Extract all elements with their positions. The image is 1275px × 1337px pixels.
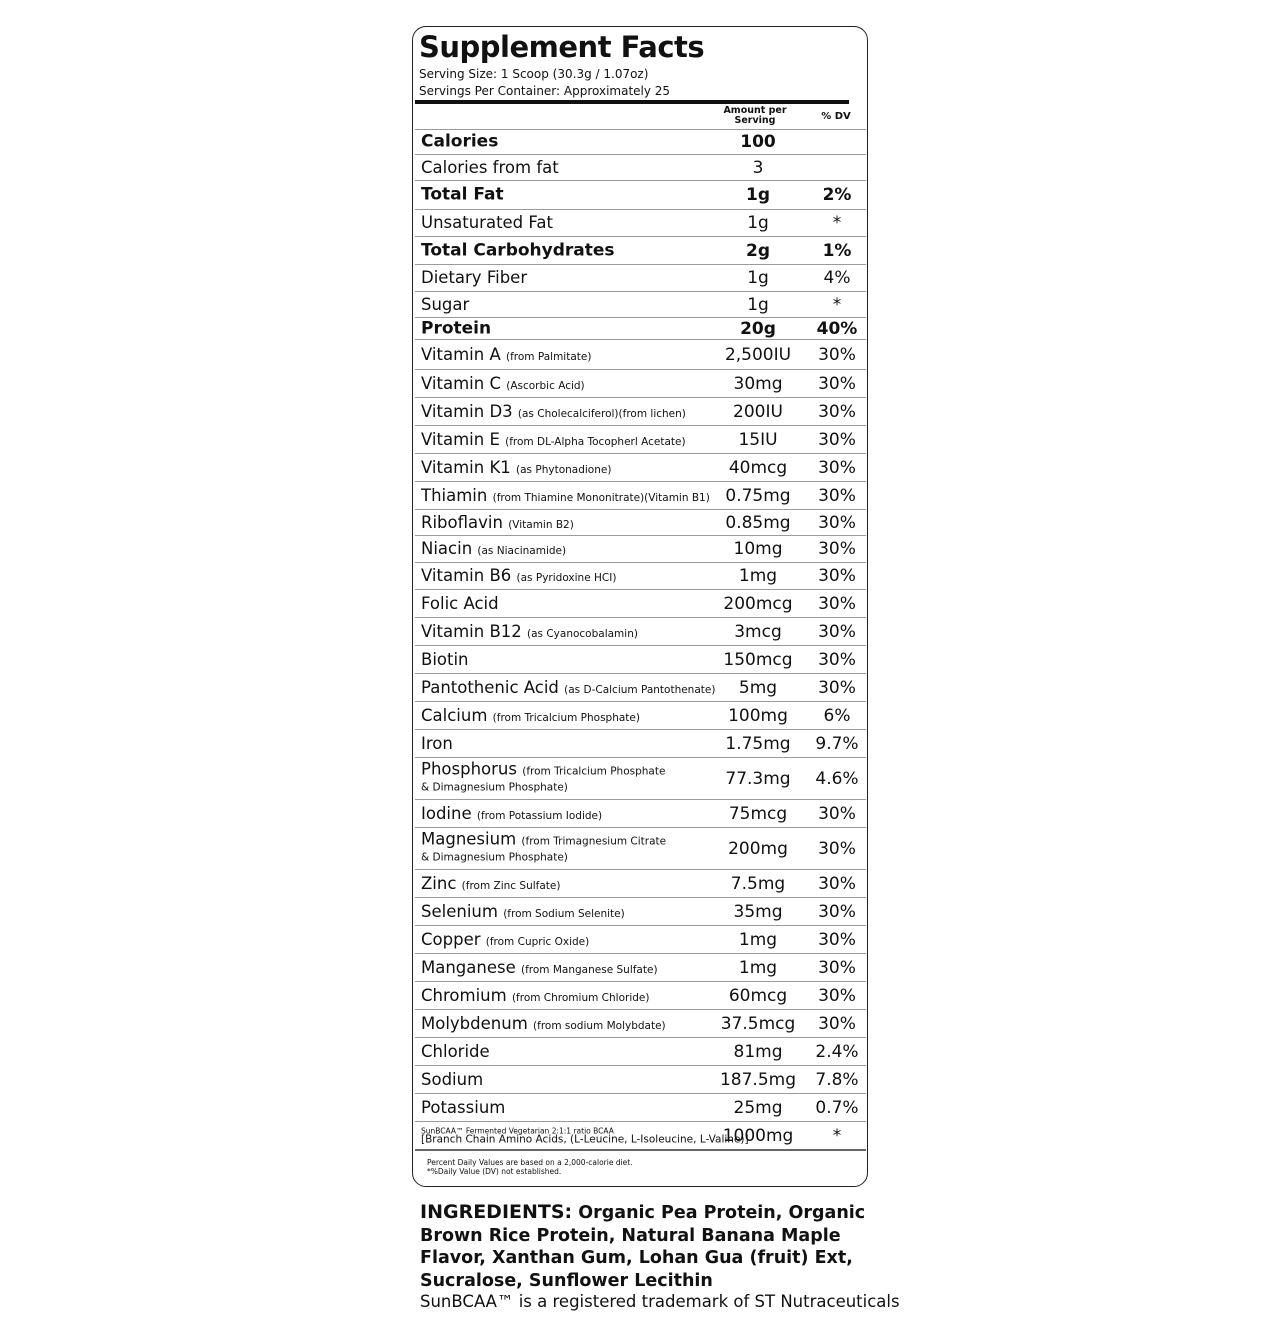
nutrient-name: Manganese (from Manganese Sulfate) xyxy=(421,957,658,977)
table-row xyxy=(415,209,866,236)
nutrient-amount: 1000mg xyxy=(722,1125,794,1146)
nutrient-name: Chromium (from Chromium Chloride) xyxy=(421,985,650,1005)
table-row xyxy=(415,1065,866,1093)
table-row xyxy=(415,481,866,509)
nutrient-dv: 40% xyxy=(816,318,858,339)
nutrient-name: Vitamin A (from Palmitate) xyxy=(421,344,592,364)
table-row xyxy=(415,264,866,291)
table-row xyxy=(415,869,866,897)
nutrient-amount: 1.75mg xyxy=(725,733,791,754)
nutrient-name: Selenium (from Sodium Selenite) xyxy=(421,901,625,921)
table-row xyxy=(415,799,866,827)
nutrient-name: Thiamin (from Thiamine Mononitrate)(Vitamin B1) xyxy=(421,485,710,505)
table-row xyxy=(415,645,866,673)
nutrient-name: Dietary Fiber xyxy=(421,268,528,288)
nutrient-amount: 3 xyxy=(752,157,764,178)
table-row xyxy=(415,129,866,154)
nutrient-name: Vitamin D3 (as Cholecalciferol)(from lichen) xyxy=(421,401,686,421)
nutrient-amount: 0.85mg xyxy=(725,512,791,533)
nutrient-source: (from DL-Alpha Tocopherl Acetate) xyxy=(505,435,686,448)
nutrient-amount: 1g xyxy=(746,185,770,205)
nutrient-name: Iodine (from Potassium Iodide) xyxy=(421,803,603,823)
nutrient-source: (Ascorbic Acid) xyxy=(506,379,585,392)
nutrient-dv: 30% xyxy=(818,1013,856,1034)
nutrient-name: Vitamin C (Ascorbic Acid) xyxy=(421,373,585,393)
table-row xyxy=(415,509,866,535)
nutrient-name: Pantothenic Acid (as D-Calcium Pantothenate) xyxy=(421,677,716,697)
table-row xyxy=(415,535,866,562)
nutrient-dv: 30% xyxy=(818,401,856,422)
table-row xyxy=(415,154,866,180)
table-row xyxy=(415,236,866,264)
nutrient-dv: 1% xyxy=(822,240,852,261)
table-row xyxy=(415,180,866,209)
nutrient-amount: 0.75mg xyxy=(725,485,791,506)
nutrient-source: (from Zinc Sulfate) xyxy=(461,879,561,892)
nutrient-source: (Vitamin B2) xyxy=(508,518,574,531)
supplement-facts-panel xyxy=(412,26,868,1187)
nutrient-amount: 37.5mcg xyxy=(720,1013,796,1034)
nutrient-amount: 1g xyxy=(747,213,769,233)
nutrient-dv: 30% xyxy=(818,512,856,533)
nutrient-dv: 30% xyxy=(818,985,856,1006)
nutrient-amount: 2,500IU xyxy=(724,344,792,365)
nutrient-source: (from Thiamine Mononitrate)(Vitamin B1) xyxy=(492,491,710,504)
panel-title: Supplement Facts xyxy=(419,30,705,64)
nutrient-name: Vitamin B6 (as Pyridoxine HCI) xyxy=(421,566,617,586)
nutrient-name: Copper (from Cupric Oxide) xyxy=(421,929,590,949)
nutrient-dv: 30% xyxy=(818,929,856,950)
nutrient-dv: 30% xyxy=(818,344,856,365)
nutrient-amount: 187.5mg xyxy=(719,1069,797,1090)
nutrient-source: (from Manganese Sulfate) xyxy=(521,963,658,976)
nutrient-name: Vitamin B12 (as Cyanocobalamin) xyxy=(421,621,638,641)
nutrient-name: Calcium (from Tricalcium Phosphate) xyxy=(421,705,640,725)
nutrient-dv: 30% xyxy=(818,621,856,642)
nutrient-source: (as Cholecalciferol)(from lichen) xyxy=(517,407,686,420)
nutrient-dv: 0.7% xyxy=(815,1097,859,1118)
nutrient-dv: 9.7% xyxy=(815,733,859,754)
nutrient-amount: 1mg xyxy=(738,957,778,978)
nutrient-source: (as D-Calcium Pantothenate) xyxy=(564,683,716,696)
nutrient-dv: 7.8% xyxy=(815,1069,859,1090)
nutrient-amount: 100 xyxy=(740,132,776,152)
nutrient-dv: 30% xyxy=(818,873,856,894)
nutrient-name: Calories xyxy=(421,131,499,152)
nutrient-name: Magnesium (from Trimagnesium Citrate & Dimagnesium Phosphate) xyxy=(421,828,667,863)
nutrient-source-line2: [Branch Chain Amino Acids, (L-Leucine, L-Isoleucine, L-Valine)] xyxy=(421,1133,749,1146)
nutrient-dv: 30% xyxy=(818,485,856,506)
nutrient-name: Iron xyxy=(421,733,453,753)
nutrient-source: (from Tricalcium Phosphate) xyxy=(492,711,640,724)
table-row xyxy=(415,953,866,981)
nutrient-source: (from Cupric Oxide) xyxy=(485,935,590,948)
nutrient-source: (from Sodium Selenite) xyxy=(503,907,625,920)
nutrient-name: Chloride xyxy=(421,1041,490,1061)
nutrient-amount: 60mcg xyxy=(728,985,788,1006)
nutrient-amount: 3mcg xyxy=(734,621,782,642)
table-row xyxy=(415,981,866,1009)
ingredients-text: Organic Pea Protein, Organic Brown Rice Protein, Natural Banana Maple Flavor, Xanthan Gum, Lohan Gua (fruit) Ext, Sucralose, Sunflower Lecithin xyxy=(420,1203,866,1291)
table-row xyxy=(415,369,866,397)
nutrient-dv: 4.6% xyxy=(815,768,859,789)
nutrient-amount: 75mcg xyxy=(728,803,788,824)
nutrient-source: (from Chromium Chloride) xyxy=(511,991,650,1004)
nutrient-source: (as Cyanocobalamin) xyxy=(527,627,638,640)
nutrient-amount: 30mg xyxy=(733,373,783,394)
nutrient-amount: 77.3mg xyxy=(725,768,791,789)
nutrient-dv: 30% xyxy=(818,649,856,670)
nutrient-name: Zinc (from Zinc Sulfate) xyxy=(421,873,561,893)
nutrient-name: Biotin xyxy=(421,649,469,669)
nutrient-dv: 30% xyxy=(818,838,856,859)
nutrient-dv: 30% xyxy=(818,539,856,559)
nutrient-name: Phosphorus (from Tricalcium Phosphate & Dimagnesium Phosphate) xyxy=(421,758,666,793)
nutrient-source: (as Pyridoxine HCI) xyxy=(516,572,617,585)
table-row xyxy=(415,897,866,925)
nutrient-amount: 100mg xyxy=(728,705,788,726)
nutrient-dv: 6% xyxy=(823,705,851,726)
nutrient-source: (from Palmitate) xyxy=(506,350,592,363)
nutrient-amount: 7.5mg xyxy=(730,873,786,894)
nutrient-name: Calories from fat xyxy=(421,157,559,177)
dv-column-header: % DV xyxy=(821,111,851,122)
nutrient-amount: 1g xyxy=(747,294,769,315)
nutrient-dv: 30% xyxy=(818,901,856,922)
nutrient-name: Riboflavin (Vitamin B2) xyxy=(421,512,574,532)
table-row xyxy=(415,1121,866,1151)
nutrient-name: Protein xyxy=(421,318,492,339)
table-row xyxy=(415,729,866,757)
nutrient-source: (from Tricalcium Phosphate xyxy=(522,764,666,777)
table-row xyxy=(415,701,866,729)
nutrient-dv: 2.4% xyxy=(815,1041,859,1062)
nutrient-name: Sugar xyxy=(421,294,470,314)
nutrient-dv: 30% xyxy=(818,677,856,698)
amount-column-header: Amount per Serving xyxy=(723,105,787,126)
nutrient-amount: 1mg xyxy=(738,929,778,950)
table-row xyxy=(415,425,866,453)
nutrient-dv: 30% xyxy=(818,593,856,614)
serving-info xyxy=(419,66,670,100)
nutrient-name: Potassium xyxy=(421,1097,506,1117)
nutrient-name: Niacin (as Niacinamide) xyxy=(421,539,567,559)
thick-divider xyxy=(415,100,849,104)
nutrient-dv: 4% xyxy=(823,268,851,288)
nutrient-name: Sodium xyxy=(421,1069,484,1089)
ingredients xyxy=(420,1201,890,1292)
nutrient-dv: 30% xyxy=(818,429,856,450)
nutrient-amount: 81mg xyxy=(733,1041,783,1062)
nutrient-amount: 200mcg xyxy=(723,593,793,614)
nutrient-source: (as Niacinamide) xyxy=(477,545,567,558)
table-row xyxy=(415,617,866,645)
nutrient-table xyxy=(415,129,866,1151)
footnote: Percent Daily Values are based on a 2,000-calorie diet. *%Daily Value (DV) not established. xyxy=(427,1158,633,1176)
nutrient-dv: 30% xyxy=(818,957,856,978)
nutrient-dv: 30% xyxy=(818,803,856,824)
nutrient-dv: * xyxy=(832,1125,842,1146)
nutrient-source-line2: & Dimagnesium Phosphate) xyxy=(421,780,568,793)
nutrient-name: Total Fat xyxy=(421,184,504,205)
nutrient-dv: * xyxy=(832,213,842,233)
serving-size: Serving Size: 1 Scoop (30.3g / 1.07oz) xyxy=(419,67,649,81)
nutrient-amount: 20g xyxy=(740,318,776,339)
table-row xyxy=(415,317,866,339)
table-row xyxy=(415,1093,866,1121)
table-row xyxy=(415,673,866,701)
nutrient-amount: 200mg xyxy=(728,838,788,859)
table-row xyxy=(415,1037,866,1065)
nutrient-amount: 15IU xyxy=(738,429,778,450)
nutrient-name: SunBCAA™ Fermented Vegetarian 2:1:1 ratio BCAA [Branch Chain Amino Acids, (L-Leucine, L-Isoleucine, L-Valine)] xyxy=(421,1126,749,1146)
table-row xyxy=(415,291,866,317)
nutrient-amount: 1mg xyxy=(738,566,778,586)
nutrient-amount: 2g xyxy=(746,240,770,261)
table-row xyxy=(415,757,866,799)
nutrient-dv: 30% xyxy=(818,373,856,394)
nutrient-amount: 10mg xyxy=(733,539,783,559)
nutrient-source: (from Potassium Iodide) xyxy=(476,809,603,822)
nutrient-dv: 30% xyxy=(818,457,856,478)
nutrient-name: Unsaturated Fat xyxy=(421,213,553,233)
nutrient-name: Molybdenum (from sodium Molybdate) xyxy=(421,1013,666,1033)
table-row xyxy=(415,453,866,481)
nutrient-amount: 200IU xyxy=(733,401,783,422)
table-row xyxy=(415,925,866,953)
table-row xyxy=(415,339,866,369)
servings-per-container: Servings Per Container: Approximately 25 xyxy=(419,84,671,98)
table-row xyxy=(415,397,866,425)
nutrient-source: (from sodium Molybdate) xyxy=(533,1019,666,1032)
ingredients-label: INGREDIENTS: xyxy=(420,1201,573,1223)
nutrient-amount: 5mg xyxy=(738,677,778,698)
nutrient-amount: 25mg xyxy=(733,1097,783,1118)
nutrient-amount: 35mg xyxy=(733,901,783,922)
trademark-note: SunBCAA™ is a registered trademark of ST Nutraceuticals xyxy=(420,1292,900,1311)
nutrient-dv: 2% xyxy=(822,185,852,205)
nutrient-amount: 1g xyxy=(747,268,769,288)
nutrient-source: (as Phytonadione) xyxy=(516,463,612,476)
nutrient-name: Total Carbohydrates xyxy=(421,240,615,261)
nutrient-source: (from Trimagnesium Citrate xyxy=(521,834,667,847)
nutrient-name: Vitamin K1 (as Phytonadione) xyxy=(421,457,612,477)
table-row xyxy=(415,827,866,869)
nutrient-amount: 150mcg xyxy=(723,649,793,670)
nutrient-dv: * xyxy=(832,294,842,315)
nutrient-amount: 40mcg xyxy=(728,457,788,478)
nutrient-name: Folic Acid xyxy=(421,593,499,613)
nutrient-name: Vitamin E (from DL-Alpha Tocopherl Acetate) xyxy=(421,429,686,449)
nutrient-source-line2: & Dimagnesium Phosphate) xyxy=(421,850,568,863)
table-row xyxy=(415,589,866,617)
table-row xyxy=(415,1009,866,1037)
table-row xyxy=(415,562,866,589)
nutrient-dv: 30% xyxy=(818,566,856,586)
